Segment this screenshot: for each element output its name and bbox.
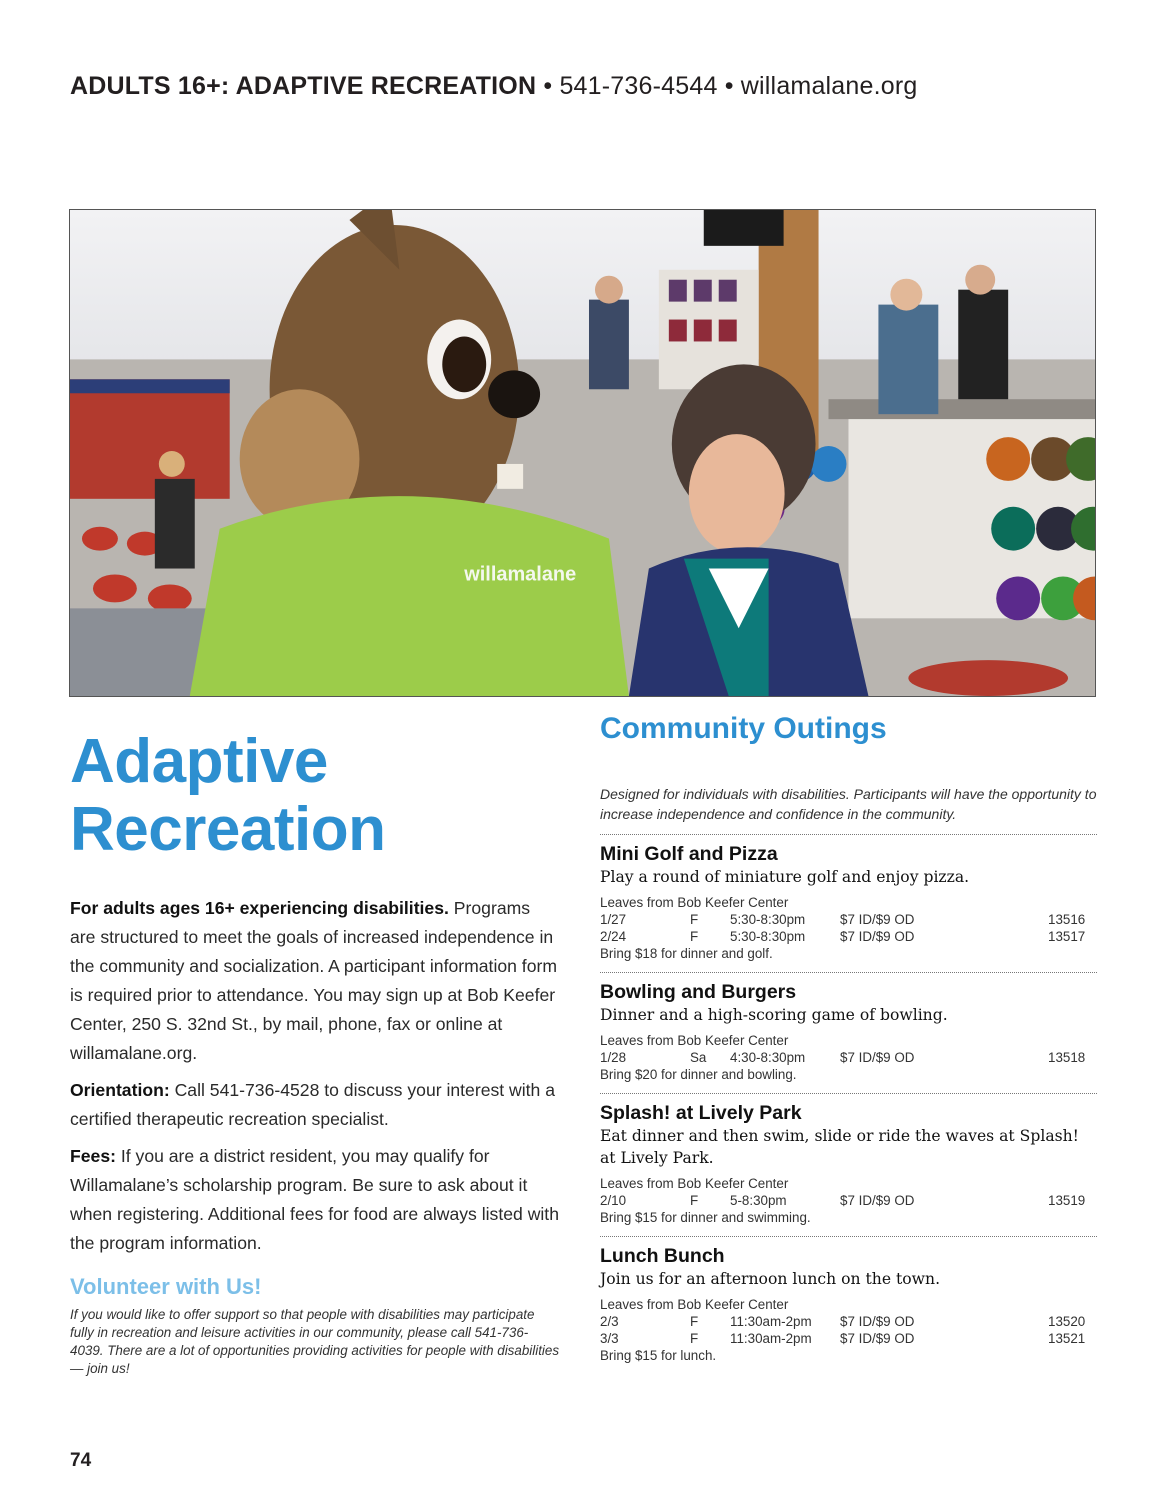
schedule-day: F	[690, 929, 699, 944]
program-title: Bowling and Burgers	[600, 981, 797, 1003]
program-departure: Leaves from Bob Keefer Center	[600, 1176, 789, 1191]
intro-lead: For adults ages 16+ experiencing disabilities.	[70, 898, 449, 918]
fees-paragraph	[70, 1142, 560, 1258]
schedule-row	[600, 1330, 1097, 1347]
course-code: 13518	[1048, 1050, 1086, 1065]
schedule-day: F	[690, 1314, 699, 1329]
page-number: 74	[70, 1450, 92, 1471]
schedule-table	[600, 911, 1097, 945]
program-block	[600, 981, 1097, 1083]
orientation-lead: Orientation:	[70, 1080, 170, 1100]
schedule-fee: $7 ID/$9 OD	[840, 1050, 915, 1065]
schedule-row	[600, 1192, 1097, 1209]
schedule-fee: $7 ID/$9 OD	[840, 929, 915, 944]
schedule-date: 2/3	[600, 1314, 619, 1329]
schedule-time: 5-8:30pm	[730, 1193, 787, 1208]
title-line: Adaptive	[70, 727, 328, 796]
course-code: 13517	[1048, 929, 1086, 944]
volunteer-heading: Volunteer with Us!	[70, 1274, 262, 1299]
program-description: Eat dinner and then swim, slide or ride the waves at Splash! at Lively Park.	[600, 1127, 1079, 1167]
schedule-time: 5:30-8:30pm	[730, 912, 806, 927]
program-title: Lunch Bunch	[600, 1245, 725, 1267]
program-description: Join us for an afternoon lunch on the town.	[600, 1270, 941, 1288]
program-note: Bring $18 for dinner and golf.	[600, 946, 773, 961]
bowling-alley-photo	[70, 210, 1095, 696]
schedule-time: 11:30am-2pm	[730, 1331, 812, 1346]
title-line: Recreation	[70, 795, 386, 864]
schedule-day: F	[690, 912, 699, 927]
schedule-day: Sa	[690, 1050, 707, 1065]
volunteer-text: If you would like to offer support so that people with disabilities may participate fully in recreation and leisure activities in our community, please call 541-736-4039. There are a lot of opportunities providing activities for people with disabilities — join us!	[70, 1307, 560, 1376]
course-code: 13521	[1048, 1331, 1086, 1346]
program-block	[600, 1245, 1097, 1364]
course-code: 13516	[1048, 912, 1086, 927]
intro-body: Programs are structured to meet the goals of increased independence in the community and socialization. A participant information form is required prior to attendance. You may sign up at Bob Keefer Center, 250 S. 32nd St., by mail, phone, fax or online at willamalane.org.	[70, 898, 557, 1063]
schedule-row	[600, 1313, 1097, 1330]
schedule-row	[600, 928, 1097, 945]
program-title: Mini Golf and Pizza	[600, 843, 778, 865]
program-description: Play a round of miniature golf and enjoy pizza.	[600, 868, 970, 886]
hero-photo	[69, 209, 1096, 697]
page-header	[70, 72, 918, 101]
program-block	[600, 1102, 1097, 1226]
schedule-fee: $7 ID/$9 OD	[840, 1331, 915, 1346]
program-block	[600, 843, 1097, 962]
schedule-date: 2/24	[600, 929, 627, 944]
fees-body: If you are a district resident, you may qualify for Willamalane’s scholarship program. Be sure to ask about it when registering. Additional fees for food are always listed with the program information.	[70, 1146, 559, 1253]
program-note: Bring $15 for lunch.	[600, 1348, 717, 1363]
fees-lead: Fees:	[70, 1146, 116, 1166]
schedule-fee: $7 ID/$9 OD	[840, 912, 915, 927]
schedule-fee: $7 ID/$9 OD	[840, 1314, 915, 1329]
schedule-day: F	[690, 1193, 699, 1208]
course-code: 13519	[1048, 1193, 1086, 1208]
schedule-date: 1/28	[600, 1050, 627, 1065]
header-phone: 541-736-4544	[559, 72, 718, 100]
dotted-divider	[600, 1093, 1097, 1094]
program-departure: Leaves from Bob Keefer Center	[600, 895, 789, 910]
schedule-row	[600, 1049, 1097, 1066]
header-website: willamalane.org	[740, 72, 918, 100]
program-departure: Leaves from Bob Keefer Center	[600, 1033, 789, 1048]
intro-paragraph	[70, 894, 560, 1068]
program-title: Splash! at Lively Park	[600, 1102, 802, 1124]
schedule-time: 5:30-8:30pm	[730, 929, 806, 944]
schedule-date: 2/10	[600, 1193, 627, 1208]
schedule-time: 11:30am-2pm	[730, 1314, 812, 1329]
schedule-date: 1/27	[600, 912, 627, 927]
schedule-fee: $7 ID/$9 OD	[840, 1193, 915, 1208]
schedule-day: F	[690, 1331, 699, 1346]
schedule-table	[600, 1192, 1097, 1209]
right-column	[600, 712, 1097, 1368]
schedule-row	[600, 911, 1097, 928]
orientation-paragraph	[70, 1076, 560, 1134]
dotted-divider	[600, 834, 1097, 835]
schedule-table	[600, 1049, 1097, 1066]
program-note: Bring $20 for dinner and bowling.	[600, 1067, 797, 1082]
section-description: Designed for individuals with disabilities. Participants will have the opportunity to increase independence and confidence in the community.	[600, 786, 1097, 822]
schedule-time: 4:30-8:30pm	[730, 1050, 806, 1065]
dotted-divider	[600, 972, 1097, 973]
shirt-logo-text: willamalane	[464, 563, 577, 586]
schedule-table	[600, 1313, 1097, 1347]
orientation-body: Call 541-736-4528 to discuss your interest with a certified therapeutic recreation specialist.	[70, 1080, 556, 1129]
schedule-date: 3/3	[600, 1331, 619, 1346]
program-departure: Leaves from Bob Keefer Center	[600, 1297, 789, 1312]
section-label: ADULTS 16+: ADAPTIVE RECREATION	[70, 72, 537, 100]
header-separator: •	[536, 72, 560, 100]
left-column	[70, 728, 560, 1378]
page-title	[70, 728, 560, 864]
program-note: Bring $15 for dinner and swimming.	[600, 1210, 811, 1225]
dotted-divider	[600, 1236, 1097, 1237]
section-heading: Community Outings	[600, 712, 887, 745]
header-separator: •	[717, 72, 741, 100]
program-description: Dinner and a high-scoring game of bowling.	[600, 1006, 948, 1024]
course-code: 13520	[1048, 1314, 1086, 1329]
